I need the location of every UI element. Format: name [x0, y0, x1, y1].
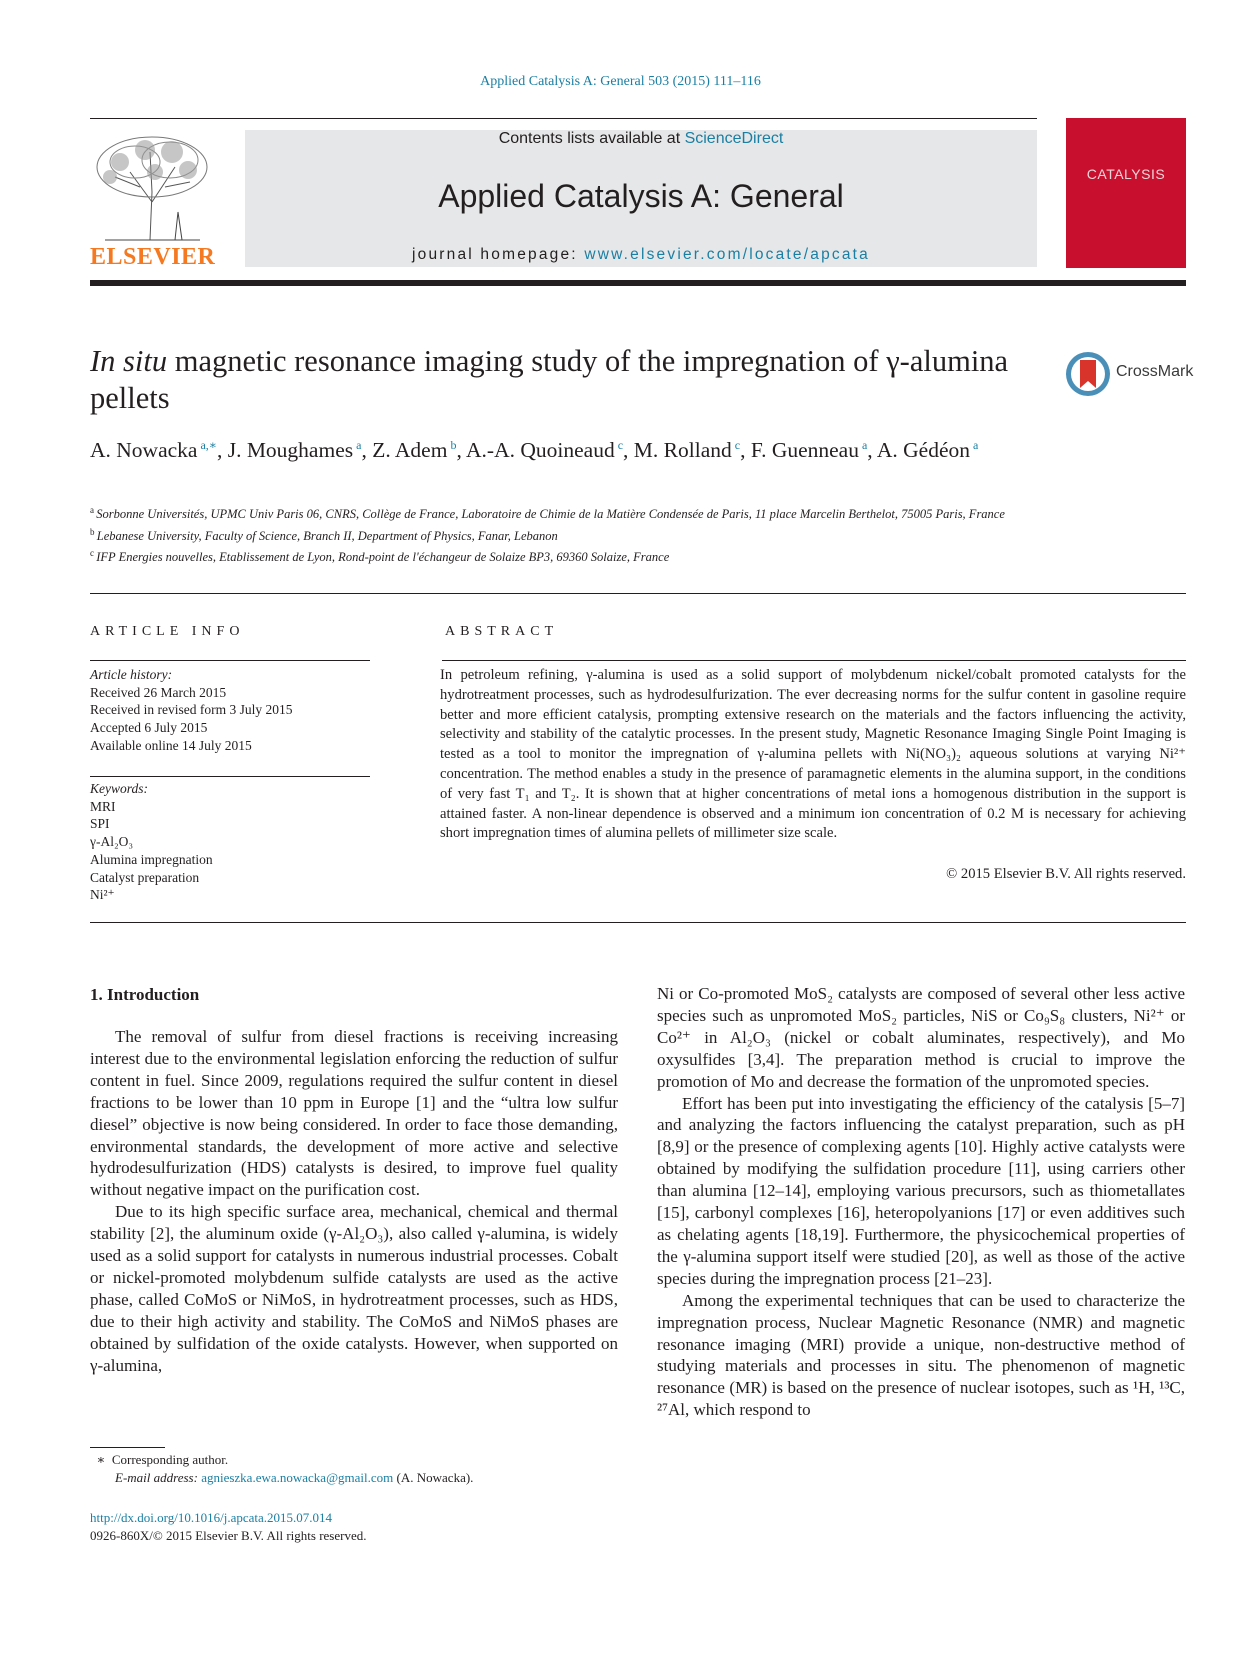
header-thick-rule	[90, 280, 1186, 286]
author-affiliation-mark[interactable]: c	[731, 438, 741, 452]
body-paragraph: Among the experimental techniques that can be used to characterize the impregnation process, Nuclear Magnetic Resonance (NMR) and magnetic resonance imaging (MRI) provide a unique, non-destructive method of studying materials and processes in situ. The phenomenon of magnetic resonance (MR) is based on the presence of nuclear isotopes, such as ¹H, ¹³C, ²⁷Al, which respond to	[657, 1290, 1185, 1420]
author-name: A. Gédéon	[876, 438, 971, 462]
author-separator: ,	[623, 438, 634, 462]
keyword: Ni²⁺	[90, 887, 115, 903]
history-label: Article history:	[90, 667, 173, 682]
cover-title: CATALYSIS	[1086, 166, 1166, 182]
journal-reference[interactable]: Applied Catalysis A: General 503 (2015) 111–116	[480, 74, 761, 89]
article-info-rule	[90, 660, 370, 661]
crossmark-badge[interactable]	[1064, 350, 1194, 398]
keyword: Alumina impregnation	[90, 851, 213, 867]
history-item: Available online 14 July 2015	[90, 737, 252, 753]
author-separator: ,	[867, 438, 877, 462]
author-affiliation-mark[interactable]: a	[858, 438, 868, 452]
author-name: A.-A. Quoineaud	[466, 438, 615, 462]
affiliation-label: b	[90, 526, 97, 537]
header-rule	[90, 118, 1037, 119]
email-suffix: (A. Nowacka).	[393, 1470, 474, 1485]
author-name: M. Rolland	[633, 438, 732, 462]
affiliation	[90, 502, 1090, 524]
abstract-heading: ABSTRACT	[445, 624, 559, 639]
crossmark-icon	[1064, 350, 1112, 398]
contents-line	[245, 130, 1037, 148]
affiliation-label: a	[90, 505, 97, 515]
author-affiliation-mark[interactable]: c	[614, 438, 624, 452]
title-rest: magnetic resonance imaging study of the impregnation of γ-alumina pellets	[90, 344, 1009, 415]
doi-block	[90, 1509, 630, 1544]
abstract-bottom-rule	[90, 922, 1186, 923]
elsevier-wordmark: ELSEVIER	[90, 244, 216, 270]
keywords	[90, 780, 370, 904]
footnote-line	[90, 1451, 630, 1469]
journal-cover	[1066, 118, 1186, 268]
keywords-label: Keywords:	[90, 781, 148, 796]
issn-line: 0926-860X/© 2015 Elsevier B.V. All rights reserved.	[90, 1527, 367, 1543]
affiliation-label: c	[90, 548, 97, 559]
affiliation	[90, 545, 1090, 567]
abstract-rule	[442, 660, 1186, 661]
body-column-left	[90, 1026, 618, 1377]
author-name: F. Guenneau	[750, 438, 859, 462]
keyword: Catalyst preparation	[90, 869, 200, 885]
article-info-heading: ARTICLE INFO	[90, 624, 245, 639]
author-separator: ,	[456, 438, 467, 462]
email-label: E-mail address:	[115, 1470, 202, 1485]
affiliations	[90, 502, 1090, 567]
email-line	[90, 1469, 630, 1487]
title-rule	[90, 593, 1186, 594]
author-affiliation-mark[interactable]: b	[447, 438, 457, 452]
affiliation-text: Sorbonne Universités, UPMC Univ Paris 06, CNRS, Collège de France, Laboratoire de Chimie de la Matière Condensée de Paris, 11 place Marcelin Berthelot, 75005 Paris, France	[96, 507, 1005, 522]
affiliation-text: Lebanese University, Faculty of Science, Branch II, Department of Physics, Fanar, Lebanon	[96, 528, 558, 543]
history-item: Received in revised form 3 July 2015	[90, 702, 293, 718]
homepage-prefix: journal homepage:	[412, 246, 585, 263]
author-name: J. Moughames	[227, 438, 354, 462]
abstract-text: In petroleum refining, γ-alumina is used as a solid support of molybdenum nickel/cobalt promoted catalysts for the hydrotreatment processes, such as hydrodesulfurization. The ever decreasing norms for the sulfur content in gasoline require better and more efficient catalysis, prompting extensive research on the materials and the factors influencing the activity, selectivity and stability of the catalytic processes. In the present study, Magnetic Resonance Imaging Single Point Imaging is tested as a tool to monitor the impregnation of γ-alumina pellets with Ni(NO₃)₂ aqueous solutions at varying Ni²⁺ concentration. The method enables a study in the presence of paramagnetic elements in the alumina support, in the conditions of very fast T₁ and T₂. It is shown that at higher concentrations of metal ions a homogenous distribution in the support is attained faster. A non-linear dependence is observed and a minimum ion concentration of 0.2 M is necessary for achieving short impregnation times of alumina pellets of millimeter size scale.	[440, 667, 1186, 842]
body-paragraph: Ni or Co-promoted MoS₂ catalysts are composed of several other less active species such as unpromoted MoS₂ particles, NiS or Co₉S₈ clusters, Ni²⁺ or Co²⁺ in Al₂O₃ (nickel or cobalt aluminates, respectively), and Mo oxysulfides [3,4]. The preparation method is crucial to improve the promotion of Mo and decrease the formation of the unpromoted species.	[657, 984, 1185, 1091]
affiliation-text: IFP Energies nouvelles, Etablissement de Lyon, Rond-point de l'échangeur de Solaize BP3, 69360 Solaize, France	[96, 550, 670, 565]
article-title	[90, 343, 1040, 417]
keywords-rule	[90, 776, 370, 777]
title-italic: In situ	[90, 344, 168, 378]
keyword: SPI	[90, 816, 110, 832]
author-separator: ,	[216, 438, 228, 462]
author-name: A. Nowacka	[90, 438, 198, 462]
footnote-rule	[90, 1447, 165, 1448]
journal-banner	[245, 130, 1037, 267]
abstract-copyright: © 2015 Elsevier B.V. All rights reserved.	[946, 866, 1186, 882]
author-name: Z. Adem	[372, 438, 448, 462]
body-paragraph: Due to its high specific surface area, mechanical, chemical and thermal stability [2], the aluminum oxide (γ-Al₂O₃), also called γ-alumina, is widely used as a solid support for catalysts in numerous industrial processes. Cobalt or nickel-promoted molybdenum sulfide catalysts are used as the active phase, called CoMoS or NiMoS, in hydrotreatment processes, such as HDS, due to their high activity and stability. The CoMoS and NiMoS phases are obtained by sulfidation of the oxide catalysts. However, when supported on γ-alumina,	[90, 1202, 618, 1375]
footnote-marker: ∗	[96, 1452, 106, 1467]
keyword: γ-Al₂O₃	[90, 834, 134, 850]
corresponding-author-footnote	[90, 1451, 630, 1487]
journal-title: Applied Catalysis A: General	[438, 178, 844, 214]
footnote-text: Corresponding author.	[111, 1452, 229, 1467]
sciencedirect-link[interactable]: ScienceDirect	[684, 130, 784, 147]
homepage-link[interactable]: www.elsevier.com/locate/apcata	[584, 246, 870, 263]
author-separator: ,	[740, 438, 751, 462]
journal-homepage	[245, 246, 1037, 264]
body-paragraph: Effort has been put into investigating the efficiency of the catalysis [5–7] and analyzing the factors influencing the catalyst preparation, such as pH [8,9] or the presence of complexing agents [10]. Highly active catalysts were obtained by modifying the sulfidation procedure [11], using carriers other than alumina [12–14], employing various precursors, such as thiometallates [15], carbonyl complexes [16], heteropolyanions [17] or even additives such as chelating agents [18,19]. Furthermore, the physicochemical properties of the γ-alumina support itself were studied [20], as well as those of the active species during the impregnation process [21–23].	[657, 1093, 1185, 1288]
affiliation	[90, 524, 1090, 546]
author-separator: ,	[361, 438, 373, 462]
body-paragraph: The removal of sulfur from diesel fractions is receiving increasing interest due to the environmental legislation enforcing the reduction of sulfur content in fuel. Since 2009, regulations required the sulfur content in diesel fractions to be lower than 10 ppm in Europe [1] and the “ultra low sulfur diesel” objective is now being considered. In order to face those demanding, environmental standards, the development of more active and selective hydrodesulfurization (HDS) catalysts is desired, to improve fuel quality without negative impact on the purification cost.	[90, 1027, 618, 1200]
email-link[interactable]: agnieszka.ewa.nowacka@gmail.com	[201, 1470, 394, 1485]
contents-prefix: Contents lists available at	[498, 130, 685, 147]
section-heading: 1. Introduction	[90, 985, 200, 1004]
doi-link[interactable]: http://dx.doi.org/10.1016/j.apcata.2015.07.014	[90, 1510, 333, 1525]
author-affiliation-mark[interactable]: a	[353, 438, 362, 452]
article-history	[90, 666, 370, 755]
author-list	[90, 432, 1090, 464]
history-item: Accepted 6 July 2015	[90, 720, 208, 736]
history-item: Received 26 March 2015	[90, 684, 227, 700]
crossmark-label: CrossMark	[1116, 363, 1194, 380]
keyword: MRI	[90, 798, 116, 814]
author-affiliation-mark[interactable]: a	[970, 438, 979, 452]
body-column-right	[657, 983, 1185, 1421]
author-affiliation-mark[interactable]: a,∗	[197, 438, 217, 452]
